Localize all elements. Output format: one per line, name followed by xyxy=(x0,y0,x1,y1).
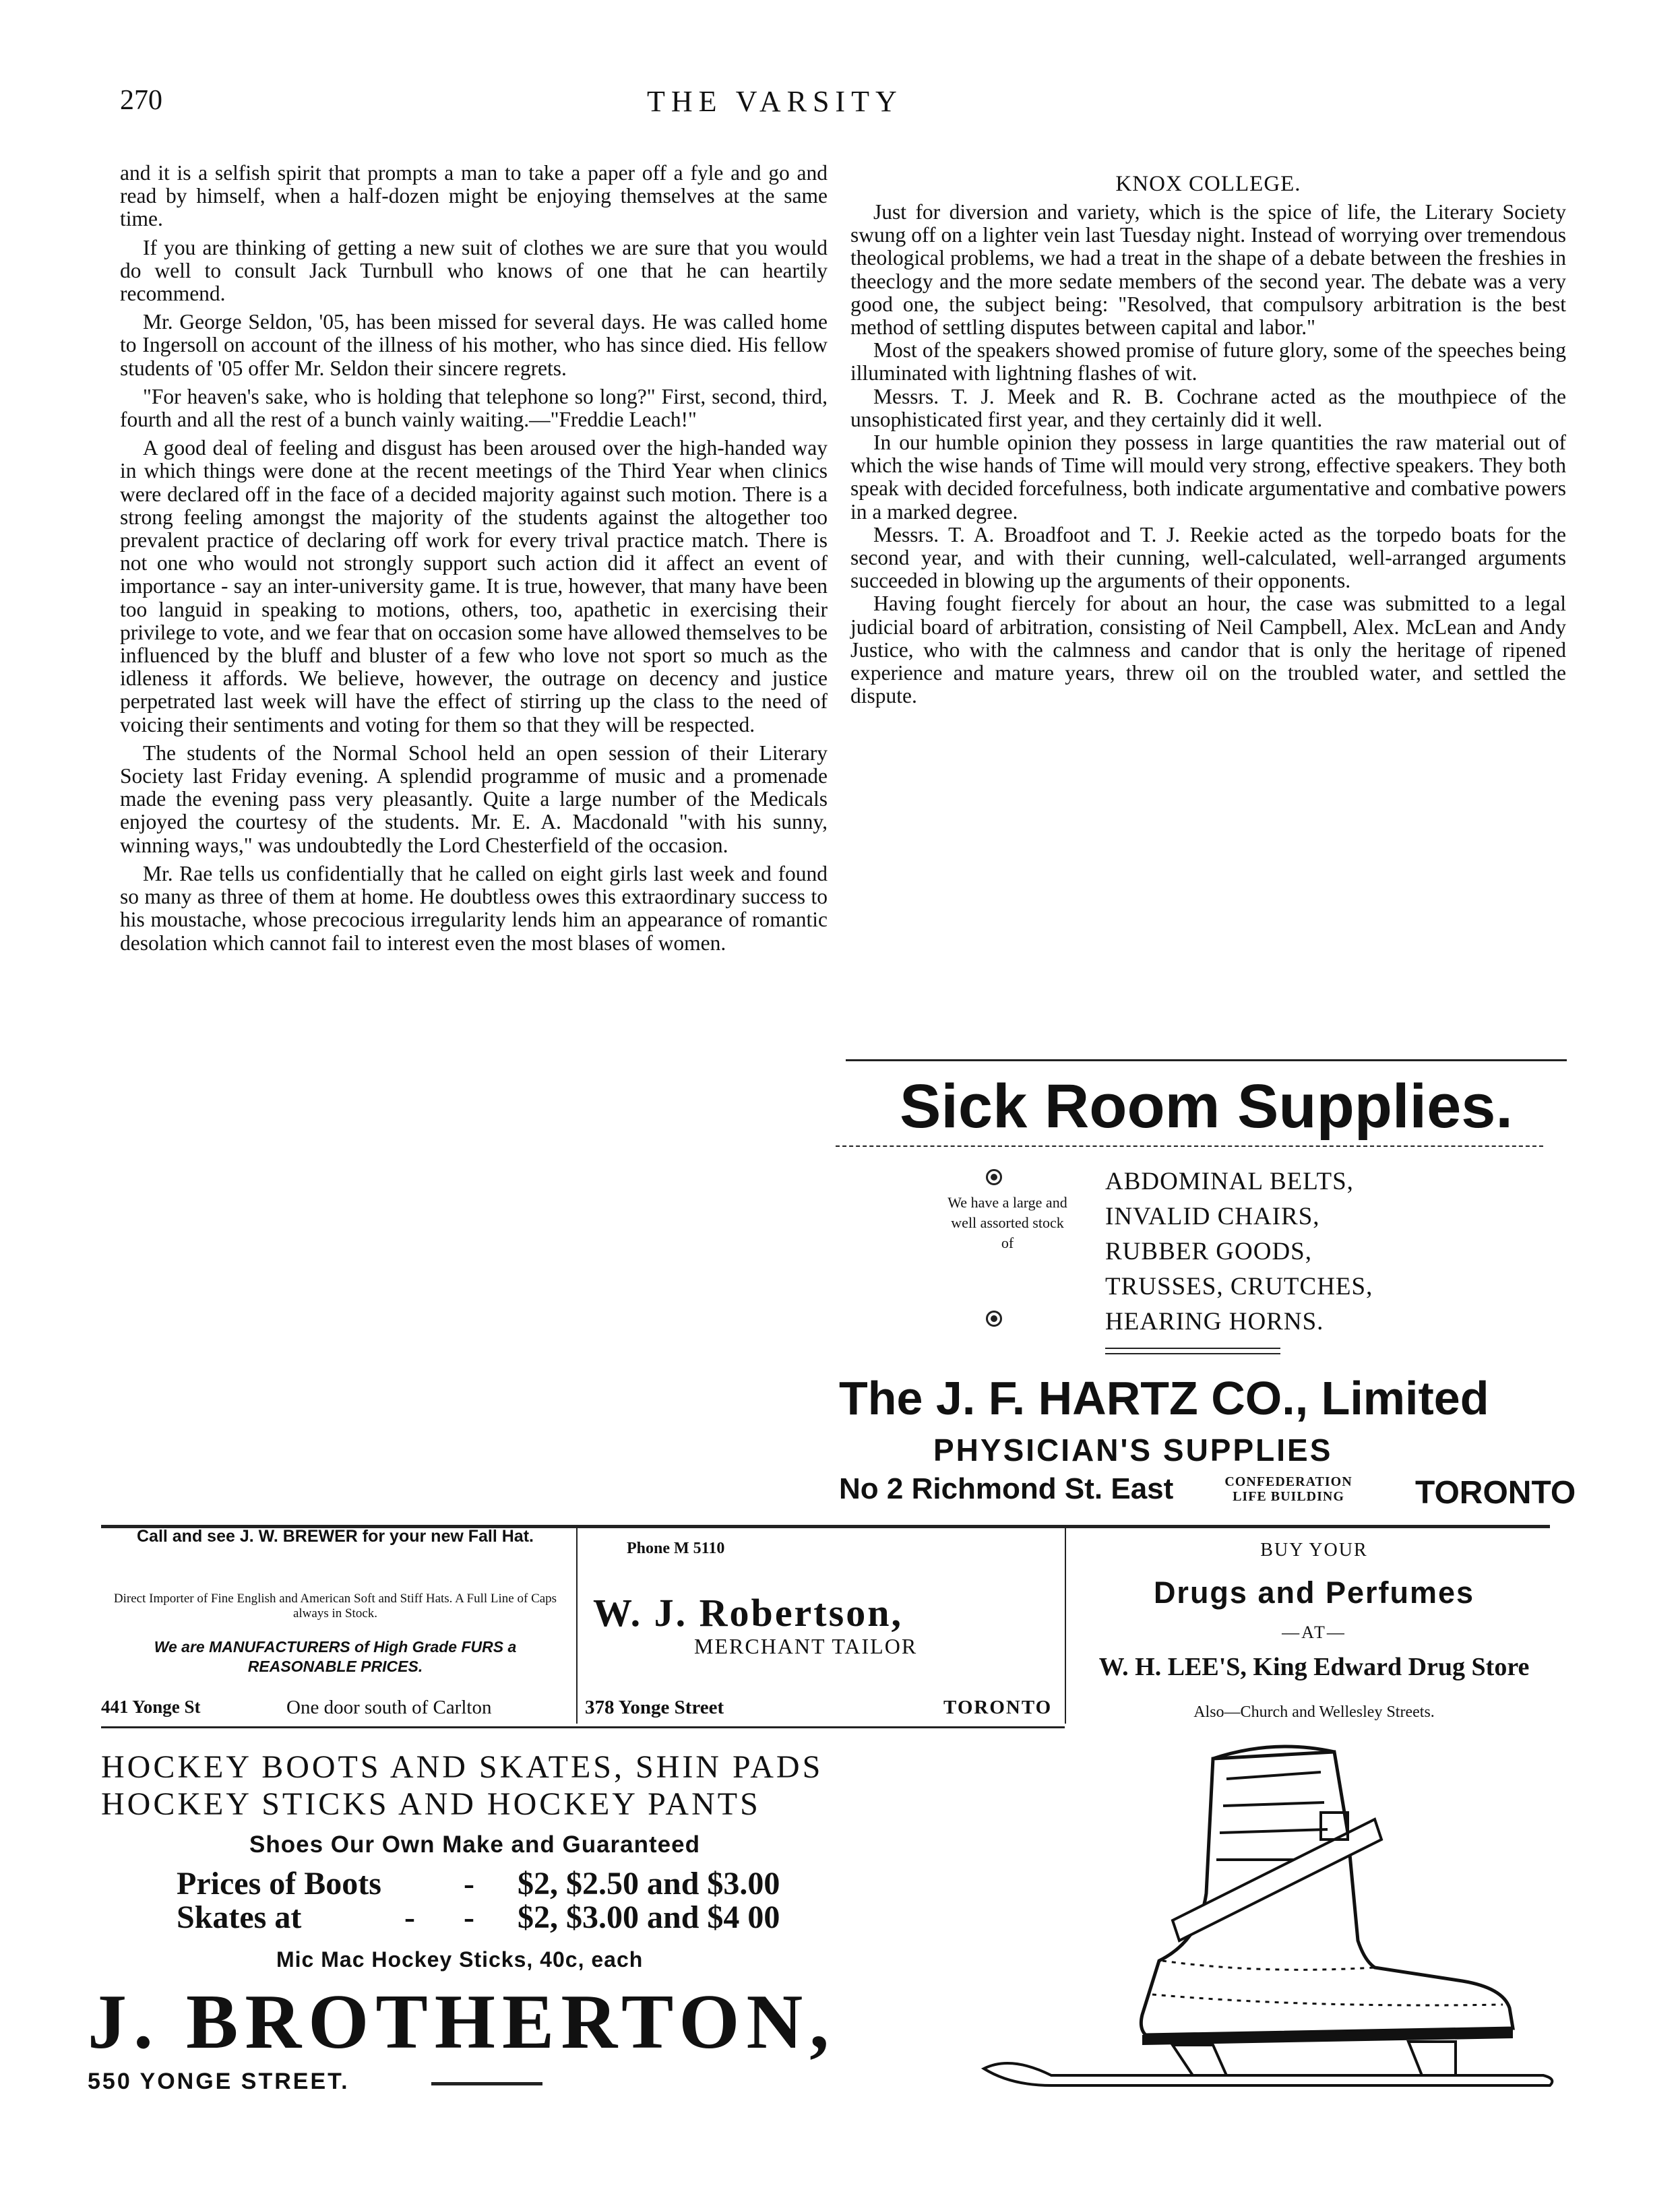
shoes-line: Shoes Our Own Make and Guaranteed xyxy=(249,1831,700,1858)
left-column xyxy=(120,162,828,955)
brewer-furs: We are MANUFACTURERS of High Grade FURS a REASONABLE PRICES. xyxy=(154,1638,517,1675)
list-item: INVALID CHAIRS, xyxy=(1105,1203,1320,1230)
list-item: RUBBER GOODS, xyxy=(1105,1238,1312,1265)
price-dash: - xyxy=(464,1899,474,1935)
list-item: ABDOMINAL BELTS, xyxy=(1105,1168,1354,1195)
paragraph: Most of the speakers showed promise of future glory, some of the speeches being illuminated with lightning flashes of wit. xyxy=(850,338,1566,385)
skate-illustration-icon xyxy=(970,1738,1563,2089)
paragraph: and it is a selfish spirit that prompts a man to take a paper off a fyle and go and read by himself, when a half-dozen might be enjoying themselves at the same time. xyxy=(120,161,828,231)
paragraph: Just for diversion and variety, which is the spice of life, the Literary Society swung off on a lighter vein last Tuesday night. Instead of worrying over tremendous theological problems, we had a treat in the shape of a debate between the freshies in theeclogy and the more sedate members of the second year. The debate was a very good one, the subject being: "Resolved, that compulsory arbitration is the best method of settling disputes between capital and labor." xyxy=(850,200,1566,340)
price-skates-label: Skates at xyxy=(177,1899,302,1935)
divider xyxy=(1065,1528,1066,1724)
paragraph: "For heaven's sake, who is holding that telephone so long?" First, second, third, fourth and all the rest of a bunch vainly waiting.—"Freddie Leach!" xyxy=(120,384,828,432)
brewer-address: 441 Yonge St xyxy=(101,1697,201,1717)
paragraph: In our humble opinion they possess in large quantities the raw material out of which the wise hands of Time will mould very strong, effective speakers. They both speak with decided forcefulness, both indicate argumentative and combative powers in a marked degree. xyxy=(850,431,1566,524)
paragraph: If you are thinking of getting a new suit of clothes we are sure that you would do well to consult Jack Turnbull who knows of one that he can heartily recommend. xyxy=(120,235,828,306)
company-name: The J. F. HARTZ CO., Limited xyxy=(839,1372,1489,1424)
company-building: CONFEDERATION LIFE BUILDING xyxy=(1224,1474,1352,1504)
brotherton-address: 550 YONGE STREET. xyxy=(88,2069,350,2094)
brewer-location: One door south of Carlton xyxy=(286,1697,492,1718)
price-boots-value: $2, $2.50 and $3.00 xyxy=(518,1866,780,1902)
divider xyxy=(1105,1348,1280,1349)
robertson-address: 378 Yonge Street xyxy=(585,1697,724,1718)
price-dash: - xyxy=(464,1866,474,1902)
right-column xyxy=(850,172,1566,708)
divider xyxy=(101,1726,1065,1728)
ornament-icon xyxy=(986,1169,1002,1185)
section-heading: KNOX COLLEGE. xyxy=(1115,172,1301,196)
paragraph: The students of the Normal School held an open session of their Literary Society last Friday evening. A splendid programme of music and a promenade made the evening pass very pleasantly. Quite a large number of the Medicals enjoyed the courtesy of the students. Mr. E. A. Macdonald "with his sunny, winning ways," was undoubtedly the Lord Chesterfield of the occasion. xyxy=(120,741,828,857)
brewer-description: Direct Importer of Fine English and American Soft and Stiff Hats. A Full Line of Caps always in Stock. xyxy=(113,1592,557,1621)
ornament-icon xyxy=(986,1311,1002,1327)
divider xyxy=(1105,1353,1280,1354)
list-item: HEARING HORNS. xyxy=(1105,1308,1324,1335)
divider xyxy=(836,1145,1543,1147)
price-skates-value: $2, $3.00 and $4 00 xyxy=(518,1899,780,1935)
lee-title: Drugs and Perfumes xyxy=(1153,1575,1475,1610)
brotherton-name: J. BROTHERTON, xyxy=(88,1979,836,2065)
hockey-line-1: HOCKEY BOOTS AND SKATES, SHIN PADS xyxy=(101,1749,823,1785)
paragraph: Mr. George Seldon, '05, has been missed for several days. He was called home to Ingersoll on account of the illness of his mother, who has since died. His fellow students of '05 offer Mr. Seldon their sincere regrets. xyxy=(120,310,828,380)
lee-at: —AT— xyxy=(1282,1623,1346,1642)
list-item: TRUSSES, CRUTCHES, xyxy=(1105,1273,1373,1300)
hockey-sticks-line: Mic Mac Hockey Sticks, 40c, each xyxy=(276,1947,644,1972)
robertson-phone: Phone M 5110 xyxy=(627,1540,725,1557)
lee-also: Also—Church and Wellesley Streets. xyxy=(1193,1703,1435,1721)
supply-list xyxy=(1105,1164,1373,1340)
ad-intro: We have a large and well assorted stock of xyxy=(947,1194,1067,1251)
company-city: TORONTO xyxy=(1415,1475,1576,1511)
ad-title: Sick Room Supplies. xyxy=(900,1072,1513,1141)
paragraph: Messrs. T. A. Broadfoot and T. J. Reekie acted as the torpedo boats for the second year, and with their cunning, well-calculated, well-arranged arguments succeeded in blowing up the arguments of their opponents. xyxy=(850,522,1566,593)
brewer-headline: Call and see J. W. BREWER for your new Fall Hat. xyxy=(136,1527,534,1546)
page-number: 270 xyxy=(120,85,162,116)
divider xyxy=(431,2082,542,2085)
company-address: No 2 Richmond St. East xyxy=(839,1472,1174,1505)
paragraph: A good deal of feeling and disgust has been aroused over the high-handed way in which things were done at the recent meetings of the Third Year when clinics were declared off in the face of a decided majority against such motion. There is a strong feeling amongst the majority of the students against the altogether too prevalent practice of declaring off work for every trival practice match. There is not one who would not strongly support such action did it affect an event of importance - say an inter-university game. It is true, however, that many have been too languid in speaking to motions, others, too, apathetic in exercising their privilege to vote, and we fear that on occasion some have allowed themselves to be influenced by the bluff and bluster of a few who love not sport so much as the idleness it affords. We believe, however, the outrage on decency and justice perpetrated last week will have the effect of stirring up the class to the need of voicing their sentiments and voting for them so that they will be respected. xyxy=(120,436,828,736)
paragraph: Having fought fiercely for about an hour, the case was submitted to a legal judicial board of arbitration, consisting of Neil Campbell, Alex. McLean and Andy Justice, who with the calmness and candor that is only the heritage of ripened experience and mature years, threw oil on the troubled water, and settled the dispute. xyxy=(850,592,1566,708)
company-subtitle: PHYSICIAN'S SUPPLIES xyxy=(933,1433,1333,1468)
paragraph: Messrs. T. J. Meek and R. B. Cochrane acted as the mouthpiece of the unsophisticated first year, and they certainly did it well. xyxy=(850,384,1566,431)
price-boots-label: Prices of Boots xyxy=(177,1866,381,1902)
paragraph: Mr. Rae tells us confidentially that he called on eight girls last week and found so many as three of them at home. He doubtless owes this extraordinary success to his moustache, whose precocious irregularity lends him an appearance of romantic desolation which cannot fail to interest even the most blases of women. xyxy=(120,861,828,955)
divider xyxy=(576,1528,578,1724)
hockey-line-2: HOCKEY STICKS AND HOCKEY PANTS xyxy=(101,1786,761,1822)
price-dash: - xyxy=(404,1899,415,1935)
lee-store-name: W. H. LEE'S, King Edward Drug Store xyxy=(1098,1653,1530,1681)
robertson-city: TORONTO xyxy=(943,1697,1053,1718)
lee-buy: BUY YOUR xyxy=(1260,1540,1368,1561)
robertson-name: W. J. Robertson, xyxy=(593,1591,903,1635)
robertson-trade: MERCHANT TAILOR xyxy=(694,1634,918,1658)
masthead: THE VARSITY xyxy=(647,85,903,118)
divider xyxy=(846,1059,1567,1061)
